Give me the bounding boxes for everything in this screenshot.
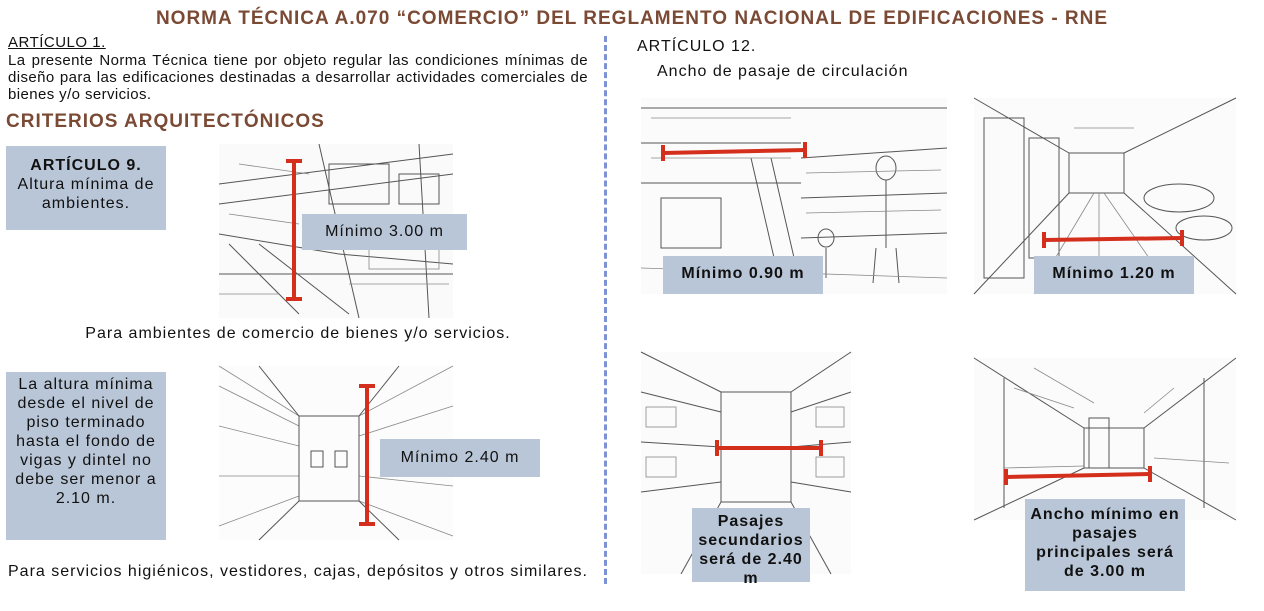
criterios-heading: CRITERIOS ARQUITECTÓNICOS (6, 111, 325, 132)
articulo-1-heading: ARTÍCULO 1. (8, 34, 106, 51)
figure-2-label: Mínimo 2.40 m (380, 439, 540, 477)
articulo-12-heading: ARTÍCULO 12. (637, 38, 757, 55)
page-title: NORMA TÉCNICA A.070 “COMERCIO” DEL REGLAMENTO NACIONAL DE EDIFICACIONES - RNE (155, 8, 1109, 29)
articulo-1-body: La presente Norma Técnica tiene por objeto regular las condiciones mínimas de diseño para las edificaciones destinadas a desarrollar actividades comerciales de bienes y/o servicios. (8, 52, 588, 103)
figure-1-label: Mínimo 3.00 m (302, 214, 467, 250)
figure-a-label: Mínimo 0.90 m (663, 256, 823, 294)
articulo-9-body: Altura mínima de ambientes. (17, 176, 155, 212)
articulo-9-heading: ARTÍCULO 9. (30, 157, 142, 174)
articulo-9-box (6, 146, 166, 230)
figure-b-label: Mínimo 1.20 m (1034, 256, 1194, 294)
aisle-300-illustration (974, 358, 1236, 520)
figure-c-label: Pasajes secundarios será de 2.40 m (692, 508, 810, 582)
articulo-12-subtitle: Ancho de pasaje de circulación (657, 63, 909, 80)
side-note-box: La altura mínima desde el nivel de piso terminado hasta el fondo de vigas y dintel no debe ser menor a 2.10 m. (6, 372, 166, 540)
figure-d-label: Ancho mínimo en pasajes principales será de 3.00 m (1025, 499, 1185, 591)
caption-2: Para servicios higiénicos, vestidores, cajas, depósitos y otros similares. (8, 563, 588, 580)
column-divider (604, 36, 607, 584)
caption-1: Para ambientes de comercio de bienes y/o servicios. (85, 325, 511, 342)
